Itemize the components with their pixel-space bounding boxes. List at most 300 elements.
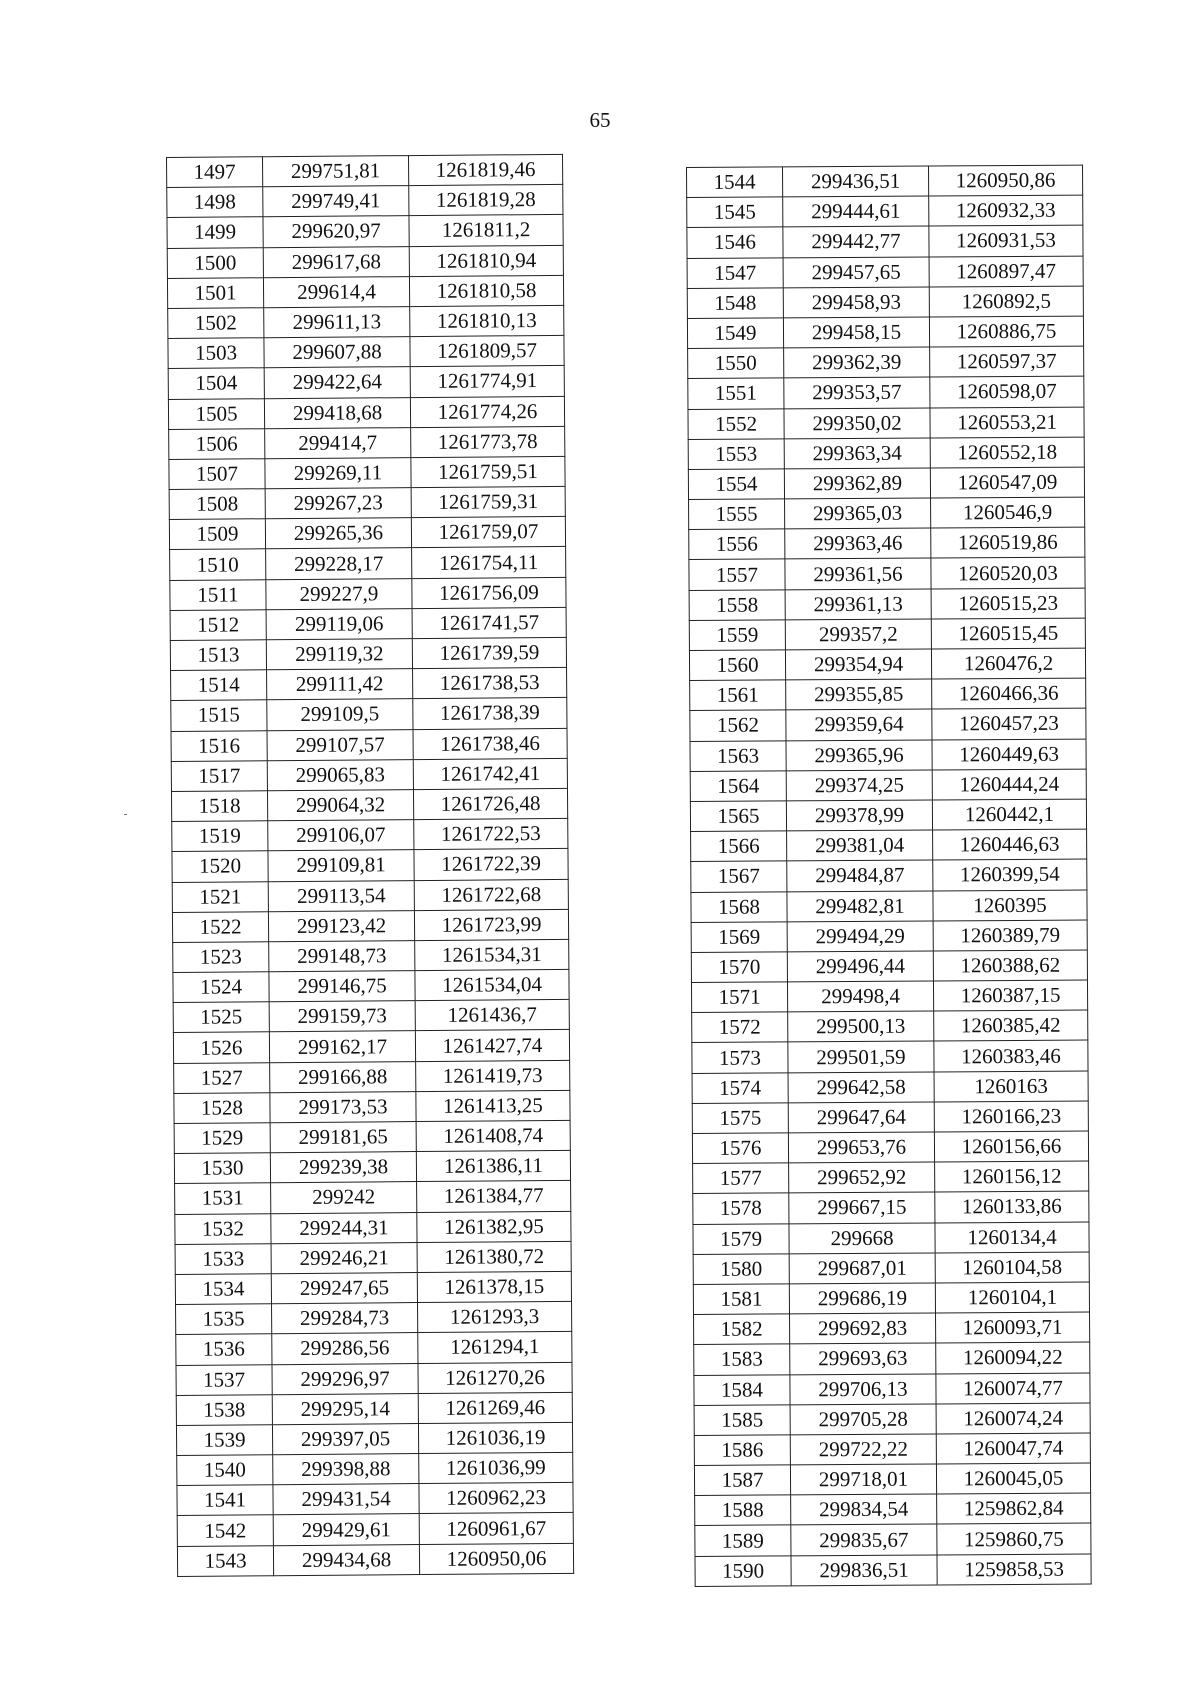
x-coordinate-cell: 299418,68 <box>264 397 410 428</box>
point-number-cell: 1515 <box>171 700 267 731</box>
y-coordinate-cell: 1261759,31 <box>411 486 565 517</box>
table-row <box>170 637 566 670</box>
y-coordinate-cell: 1261810,58 <box>409 275 563 306</box>
y-coordinate-cell: 1261810,94 <box>409 245 563 276</box>
table-row <box>688 437 1084 470</box>
point-number-cell: 1546 <box>687 227 783 258</box>
x-coordinate-cell: 299246,21 <box>271 1242 417 1273</box>
x-coordinate-cell: 299378,99 <box>786 800 932 831</box>
table-row <box>168 396 564 429</box>
table-row <box>177 1543 573 1576</box>
x-coordinate-cell: 299113,54 <box>268 880 414 911</box>
table-row <box>693 1282 1089 1315</box>
table-row <box>171 758 567 791</box>
y-coordinate-cell: 1260519,86 <box>931 527 1085 558</box>
table-row <box>695 1523 1091 1556</box>
table-row <box>171 788 567 821</box>
x-coordinate-cell: 299374,25 <box>786 770 932 801</box>
point-number-cell: 1571 <box>691 982 787 1013</box>
y-coordinate-cell: 1261722,39 <box>414 849 568 880</box>
x-coordinate-cell: 299434,68 <box>273 1544 419 1575</box>
y-coordinate-cell: 1261378,15 <box>417 1271 571 1302</box>
point-number-cell: 1500 <box>167 247 263 278</box>
point-number-cell: 1570 <box>691 952 787 983</box>
x-coordinate-cell: 299442,77 <box>783 226 929 257</box>
point-number-cell: 1543 <box>177 1545 273 1576</box>
x-coordinate-cell: 299834,54 <box>791 1494 937 1525</box>
point-number-cell: 1535 <box>176 1304 272 1335</box>
point-number-cell: 1548 <box>687 288 783 319</box>
point-number-cell: 1580 <box>693 1254 789 1285</box>
point-number-cell: 1568 <box>691 891 787 922</box>
table-row <box>173 1030 569 1063</box>
point-number-cell: 1524 <box>173 972 269 1003</box>
x-coordinate-cell: 299362,39 <box>784 347 930 378</box>
point-number-cell: 1507 <box>169 459 265 490</box>
table-row <box>687 165 1083 198</box>
x-coordinate-cell: 299244,31 <box>271 1212 417 1243</box>
point-number-cell: 1578 <box>693 1193 789 1224</box>
point-number-cell: 1579 <box>693 1223 789 1254</box>
point-number-cell: 1529 <box>174 1123 270 1154</box>
point-number-cell: 1562 <box>690 710 786 741</box>
x-coordinate-cell: 299354,94 <box>785 649 931 680</box>
x-coordinate-cell: 299296,97 <box>272 1363 418 1394</box>
y-coordinate-cell: 1261754,11 <box>412 547 566 578</box>
table-row <box>172 849 568 882</box>
point-number-cell: 1518 <box>171 791 267 822</box>
point-number-cell: 1505 <box>168 398 264 429</box>
table-row <box>687 225 1083 258</box>
y-coordinate-cell: 1260399,54 <box>933 859 1087 890</box>
y-coordinate-cell: 1260134,4 <box>935 1222 1089 1253</box>
point-number-cell: 1560 <box>689 650 785 681</box>
table-row <box>170 577 566 610</box>
coordinates-table-right <box>686 165 1092 1587</box>
x-coordinate-cell: 299422,64 <box>264 367 410 398</box>
y-coordinate-cell: 1261742,41 <box>413 758 567 789</box>
table-row <box>691 829 1087 862</box>
x-coordinate-cell: 299398,88 <box>273 1454 419 1485</box>
y-coordinate-cell: 1261773,78 <box>411 426 565 457</box>
x-coordinate-cell: 299107,57 <box>267 729 413 760</box>
point-number-cell: 1497 <box>167 157 263 188</box>
x-coordinate-cell: 299647,64 <box>788 1102 934 1133</box>
y-coordinate-cell: 1260045,05 <box>936 1463 1090 1494</box>
y-coordinate-cell: 1260163 <box>934 1071 1088 1102</box>
table-row <box>687 286 1083 319</box>
y-coordinate-cell: 1261384,77 <box>417 1181 571 1212</box>
point-number-cell: 1541 <box>177 1485 273 1516</box>
point-number-cell: 1556 <box>689 529 785 560</box>
y-coordinate-cell: 1261534,04 <box>415 969 569 1000</box>
y-coordinate-cell: 1261819,28 <box>409 185 563 216</box>
point-number-cell: 1521 <box>172 881 268 912</box>
table-row <box>177 1452 573 1485</box>
x-coordinate-cell: 299350,02 <box>784 408 930 439</box>
table-row <box>169 486 565 519</box>
y-coordinate-cell: 1260457,23 <box>932 708 1086 739</box>
x-coordinate-cell: 299607,88 <box>264 337 410 368</box>
y-coordinate-cell: 1260133,86 <box>935 1191 1089 1222</box>
table-row <box>172 879 568 912</box>
x-coordinate-cell: 299836,51 <box>791 1555 937 1586</box>
point-number-cell: 1539 <box>176 1425 272 1456</box>
point-number-cell: 1530 <box>174 1153 270 1184</box>
y-coordinate-cell: 1259862,84 <box>937 1493 1091 1524</box>
y-coordinate-cell: 1260515,23 <box>931 588 1085 619</box>
table-row <box>687 195 1083 228</box>
x-coordinate-cell: 299498,4 <box>787 981 933 1012</box>
table-row <box>689 527 1085 560</box>
y-coordinate-cell: 1261774,26 <box>410 396 564 427</box>
y-coordinate-cell: 1261386,11 <box>416 1151 570 1182</box>
x-coordinate-cell: 299284,73 <box>272 1303 418 1334</box>
table-row <box>176 1332 572 1365</box>
x-coordinate-cell: 299265,36 <box>265 518 411 549</box>
table-row <box>690 739 1086 772</box>
x-coordinate-cell: 299496,44 <box>787 951 933 982</box>
y-coordinate-cell: 1261436,7 <box>415 1000 569 1031</box>
point-number-cell: 1542 <box>177 1515 273 1546</box>
y-coordinate-cell: 1261270,26 <box>418 1362 572 1393</box>
point-number-cell: 1499 <box>167 217 263 248</box>
y-coordinate-cell: 1260598,07 <box>930 376 1084 407</box>
point-number-cell: 1581 <box>693 1284 789 1315</box>
x-coordinate-cell: 299361,13 <box>785 589 931 620</box>
point-number-cell: 1553 <box>688 439 784 470</box>
x-coordinate-cell: 299359,64 <box>786 709 932 740</box>
y-coordinate-cell: 1260950,86 <box>928 165 1082 196</box>
point-number-cell: 1538 <box>176 1394 272 1425</box>
y-coordinate-cell: 1260466,36 <box>932 678 1086 709</box>
x-coordinate-cell: 299444,61 <box>783 196 929 227</box>
point-number-cell: 1501 <box>167 277 263 308</box>
y-coordinate-cell: 1260387,15 <box>933 980 1087 1011</box>
y-coordinate-cell: 1261036,19 <box>418 1422 572 1453</box>
point-number-cell: 1508 <box>169 489 265 520</box>
x-coordinate-cell: 299436,51 <box>783 166 929 197</box>
point-number-cell: 1590 <box>695 1556 791 1587</box>
scan-speck <box>124 814 127 815</box>
point-number-cell: 1517 <box>171 760 267 791</box>
table-row <box>168 305 564 338</box>
x-coordinate-cell: 299458,93 <box>783 287 929 318</box>
y-coordinate-cell: 1261819,46 <box>408 154 562 185</box>
x-coordinate-cell: 299119,32 <box>266 639 412 670</box>
y-coordinate-cell: 1260074,77 <box>936 1373 1090 1404</box>
point-number-cell: 1526 <box>173 1032 269 1063</box>
table-row <box>688 467 1084 500</box>
y-coordinate-cell: 1261738,39 <box>413 698 567 729</box>
point-number-cell: 1528 <box>174 1093 270 1124</box>
point-number-cell: 1511 <box>170 579 266 610</box>
x-coordinate-cell: 299362,89 <box>784 468 930 499</box>
x-coordinate-cell: 299146,75 <box>269 971 415 1002</box>
table-row <box>688 407 1084 440</box>
table-row <box>167 215 563 248</box>
x-coordinate-cell: 299457,65 <box>783 257 929 288</box>
y-coordinate-cell: 1260074,24 <box>936 1403 1090 1434</box>
table-row <box>174 1060 570 1093</box>
point-number-cell: 1577 <box>693 1163 789 1194</box>
point-number-cell: 1564 <box>690 771 786 802</box>
point-number-cell: 1533 <box>175 1243 271 1274</box>
point-number-cell: 1585 <box>694 1405 790 1436</box>
y-coordinate-cell: 1260156,66 <box>934 1131 1088 1162</box>
table-row <box>689 497 1085 530</box>
x-coordinate-cell: 299239,38 <box>270 1152 416 1183</box>
x-coordinate-cell: 299365,03 <box>785 498 931 529</box>
y-coordinate-cell: 1260552,18 <box>930 437 1084 468</box>
x-coordinate-cell: 299119,06 <box>266 608 412 639</box>
point-number-cell: 1550 <box>688 348 784 379</box>
table-row <box>695 1554 1091 1587</box>
x-coordinate-cell: 299397,05 <box>272 1423 418 1454</box>
table-row <box>175 1181 571 1214</box>
table-row <box>172 909 568 942</box>
x-coordinate-cell: 299642,58 <box>788 1072 934 1103</box>
y-coordinate-cell: 1260104,1 <box>935 1282 1089 1313</box>
point-number-cell: 1519 <box>172 821 268 852</box>
x-coordinate-cell: 299162,17 <box>269 1031 415 1062</box>
y-coordinate-cell: 1260520,03 <box>931 558 1085 589</box>
x-coordinate-cell: 299652,92 <box>789 1162 935 1193</box>
point-number-cell: 1569 <box>691 922 787 953</box>
point-number-cell: 1584 <box>694 1374 790 1405</box>
point-number-cell: 1525 <box>173 1002 269 1033</box>
y-coordinate-cell: 1260897,47 <box>929 256 1083 287</box>
point-number-cell: 1563 <box>690 740 786 771</box>
table-row <box>692 1071 1088 1104</box>
x-coordinate-cell: 299667,15 <box>789 1192 935 1223</box>
point-number-cell: 1532 <box>175 1213 271 1244</box>
x-coordinate-cell: 299109,81 <box>268 850 414 881</box>
table-row <box>692 1131 1088 1164</box>
point-number-cell: 1561 <box>690 680 786 711</box>
point-number-cell: 1544 <box>687 167 783 198</box>
y-coordinate-cell: 1260961,67 <box>419 1513 573 1544</box>
y-coordinate-cell: 1260553,21 <box>930 407 1084 438</box>
point-number-cell: 1554 <box>688 469 784 500</box>
table-row <box>694 1373 1090 1406</box>
y-coordinate-cell: 1260047,74 <box>936 1433 1090 1464</box>
x-coordinate-cell: 299123,42 <box>268 910 414 941</box>
table-row <box>689 588 1085 621</box>
table-row <box>173 969 569 1002</box>
y-coordinate-cell: 1261739,59 <box>412 637 566 668</box>
y-coordinate-cell: 1261738,46 <box>413 728 567 759</box>
point-number-cell: 1510 <box>170 549 266 580</box>
point-number-cell: 1551 <box>688 378 784 409</box>
point-number-cell: 1566 <box>691 831 787 862</box>
y-coordinate-cell: 1261756,09 <box>412 577 566 608</box>
x-coordinate-cell: 299429,61 <box>273 1514 419 1545</box>
point-number-cell: 1557 <box>689 559 785 590</box>
table-row <box>174 1151 570 1184</box>
x-coordinate-cell: 299363,34 <box>784 438 930 469</box>
table-row <box>169 456 565 489</box>
point-number-cell: 1523 <box>173 942 269 973</box>
table-row <box>176 1362 572 1395</box>
table-row <box>695 1493 1091 1526</box>
y-coordinate-cell: 1260892,5 <box>929 286 1083 317</box>
x-coordinate-cell: 299705,28 <box>790 1404 936 1435</box>
table-row <box>693 1222 1089 1255</box>
table-row <box>693 1191 1089 1224</box>
y-coordinate-cell: 1260442,1 <box>932 799 1086 830</box>
point-number-cell: 1572 <box>692 1012 788 1043</box>
x-coordinate-cell: 299242 <box>271 1182 417 1213</box>
y-coordinate-cell: 1260476,2 <box>931 648 1085 679</box>
point-number-cell: 1574 <box>692 1073 788 1104</box>
point-number-cell: 1549 <box>687 318 783 349</box>
y-coordinate-cell: 1261408,74 <box>416 1120 570 1151</box>
y-coordinate-cell: 1260156,12 <box>935 1161 1089 1192</box>
point-number-cell: 1506 <box>169 428 265 459</box>
point-number-cell: 1575 <box>692 1103 788 1134</box>
y-coordinate-cell: 1261738,53 <box>413 668 567 699</box>
x-coordinate-cell: 299501,59 <box>788 1041 934 1072</box>
x-coordinate-cell: 299295,14 <box>272 1393 418 1424</box>
y-coordinate-cell: 1261293,3 <box>418 1301 572 1332</box>
y-coordinate-cell: 1260931,53 <box>929 225 1083 256</box>
y-coordinate-cell: 1261413,25 <box>416 1090 570 1121</box>
table-row <box>689 558 1085 591</box>
point-number-cell: 1513 <box>170 640 266 671</box>
table-row <box>691 950 1087 983</box>
table-row <box>167 185 563 218</box>
table-row <box>173 939 569 972</box>
table-row <box>175 1241 571 1274</box>
x-coordinate-cell: 299173,53 <box>270 1091 416 1122</box>
y-coordinate-cell: 1261269,46 <box>418 1392 572 1423</box>
x-coordinate-cell: 299353,57 <box>784 377 930 408</box>
table-row <box>171 668 567 701</box>
table-row <box>173 1000 569 1033</box>
y-coordinate-cell: 1261722,53 <box>414 818 568 849</box>
table-row <box>167 275 563 308</box>
y-coordinate-cell: 1260395 <box>933 890 1087 921</box>
table-row <box>694 1342 1090 1375</box>
x-coordinate-cell: 299668 <box>789 1223 935 1254</box>
x-coordinate-cell: 299722,22 <box>790 1434 936 1465</box>
table-row <box>692 1010 1088 1043</box>
y-coordinate-cell: 1259858,53 <box>937 1554 1091 1585</box>
y-coordinate-cell: 1260886,75 <box>929 316 1083 347</box>
x-coordinate-cell: 299718,01 <box>790 1464 936 1495</box>
y-coordinate-cell: 1261723,99 <box>414 909 568 940</box>
table-row <box>176 1422 572 1455</box>
y-coordinate-cell: 1261534,31 <box>415 939 569 970</box>
point-number-cell: 1503 <box>168 338 264 369</box>
table-row <box>177 1513 573 1546</box>
y-coordinate-cell: 1261726,48 <box>413 788 567 819</box>
y-coordinate-cell: 1261427,74 <box>415 1030 569 1061</box>
table-row <box>694 1312 1090 1345</box>
x-coordinate-cell: 299482,81 <box>787 891 933 922</box>
y-coordinate-cell: 1260449,63 <box>932 739 1086 770</box>
table-row <box>169 517 565 550</box>
table-row <box>690 708 1086 741</box>
table-row <box>175 1211 571 1244</box>
table-row <box>174 1120 570 1153</box>
table-row <box>177 1483 573 1516</box>
y-coordinate-cell: 1260444,24 <box>932 769 1086 800</box>
point-number-cell: 1558 <box>689 590 785 621</box>
point-number-cell: 1516 <box>171 730 267 761</box>
x-coordinate-cell: 299611,13 <box>264 307 410 338</box>
point-number-cell: 1582 <box>694 1314 790 1345</box>
table-row <box>692 1040 1088 1073</box>
x-coordinate-cell: 299686,19 <box>789 1283 935 1314</box>
point-number-cell: 1509 <box>169 519 265 550</box>
y-coordinate-cell: 1261382,95 <box>417 1211 571 1242</box>
x-coordinate-cell: 299286,56 <box>272 1333 418 1364</box>
x-coordinate-cell: 299706,13 <box>790 1373 936 1404</box>
point-number-cell: 1502 <box>168 308 264 339</box>
x-coordinate-cell: 299458,15 <box>783 317 929 348</box>
y-coordinate-cell: 1261774,91 <box>410 366 564 397</box>
y-coordinate-cell: 1260597,37 <box>930 346 1084 377</box>
x-coordinate-cell: 299166,88 <box>270 1061 416 1092</box>
point-number-cell: 1586 <box>694 1435 790 1466</box>
x-coordinate-cell: 299269,11 <box>265 457 411 488</box>
table-row <box>691 890 1087 923</box>
y-coordinate-cell: 1260546,9 <box>931 497 1085 528</box>
table-row <box>694 1433 1090 1466</box>
point-number-cell: 1536 <box>176 1334 272 1365</box>
x-coordinate-cell: 299494,29 <box>787 921 933 952</box>
table-row <box>688 376 1084 409</box>
point-number-cell: 1588 <box>695 1495 791 1526</box>
y-coordinate-cell: 1261811,2 <box>409 215 563 246</box>
page-number: 65 <box>589 108 611 132</box>
y-coordinate-cell: 1261810,13 <box>410 305 564 336</box>
y-coordinate-cell: 1260932,33 <box>929 195 1083 226</box>
point-number-cell: 1522 <box>172 911 268 942</box>
point-number-cell: 1527 <box>174 1062 270 1093</box>
y-coordinate-cell: 1260388,62 <box>933 950 1087 981</box>
table-row <box>176 1392 572 1425</box>
table-row <box>168 366 564 399</box>
table-row <box>171 728 567 761</box>
point-number-cell: 1531 <box>175 1183 271 1214</box>
y-coordinate-cell: 1261380,72 <box>417 1241 571 1272</box>
table-row <box>692 1101 1088 1134</box>
x-coordinate-cell: 299361,56 <box>785 558 931 589</box>
point-number-cell: 1565 <box>690 801 786 832</box>
table-row <box>175 1271 571 1304</box>
table-row <box>690 769 1086 802</box>
table-row <box>691 980 1087 1013</box>
y-coordinate-cell: 1260962,23 <box>419 1483 573 1514</box>
point-number-cell: 1555 <box>689 499 785 530</box>
y-coordinate-cell: 1261741,57 <box>412 607 566 638</box>
point-number-cell: 1547 <box>687 257 783 288</box>
table-row <box>168 336 564 369</box>
x-coordinate-cell: 299500,13 <box>788 1011 934 1042</box>
x-coordinate-cell: 299148,73 <box>269 940 415 971</box>
x-coordinate-cell: 299106,07 <box>268 820 414 851</box>
table-row <box>171 698 567 731</box>
y-coordinate-cell: 1260950,06 <box>419 1543 573 1574</box>
y-coordinate-cell: 1260093,71 <box>936 1312 1090 1343</box>
y-coordinate-cell: 1259860,75 <box>937 1523 1091 1554</box>
coordinates-table-left <box>166 154 574 1577</box>
table-row <box>691 920 1087 953</box>
point-number-cell: 1498 <box>167 187 263 218</box>
